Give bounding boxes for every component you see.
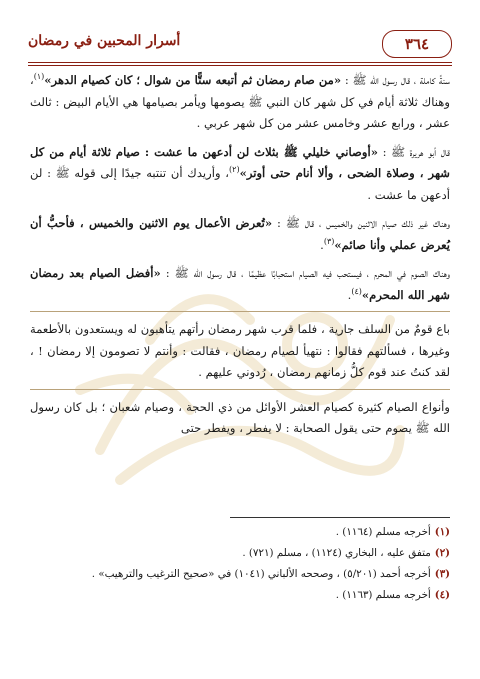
body-text-run: وهناك الصوم في المحرم ، فيستحب فيه الصيام استحبابًا عظيمًا ، قال رسول الله ﷺ : [160, 266, 450, 280]
book-title: أسرار المحبين في رمضان [28, 33, 181, 49]
body-text-run: وأنواع الصيام كثيرة كصيام العشر الأوائل من ذي الحجة ، وصيام شعبان ؛ بل كان رسول الله ﷺ يصوم حتى يقول الصحابة : لا يفطر ، ويفطر حتى [30, 399, 450, 435]
body-paragraph [30, 142, 450, 207]
body-text-run: قال أبو هريرة ﷺ : [377, 144, 450, 159]
footnote-number: (٣) [434, 568, 450, 580]
footnote-reference: (١) [33, 72, 45, 82]
body-paragraph [30, 213, 450, 256]
footnote [30, 586, 450, 605]
footnote-rule [230, 517, 450, 518]
footnote [30, 544, 450, 563]
page-header [28, 30, 452, 60]
body-paragraph [30, 263, 450, 312]
body-paragraph [30, 397, 450, 440]
footnote-number: (١) [434, 526, 450, 538]
body-text-run: باع قومٌ من السلف جارية ، فلما قرب شهر رمضان رأتهم يتأهبون له ويستعدون بالأطعمة وغيرها ، فسألتهم فقالوا : نتهيأ لصيام رمضان ، فقالت : وأنتم لا تصومون إلا رمضان ! ، لقد كنتُ عند قوم كلُّ زمانهم رمضان ، رُدوني عليهم . [30, 322, 450, 379]
hadith-quote: «أفضل الصيام بعد رمضان شهر الله المحرم» [30, 266, 450, 302]
body-text-run: ، وهناك ثلاثة أيام في كل شهر كان النبي ﷺ يصومها ويأمر بصيامها هي الأيام البيض : ثالث عشر ، ورابع عشر وخامس عشر من كل شهر عربي . [30, 73, 450, 130]
hadith-quote: «من صام رمضان ثم أتبعه ستًّا من شوال ؛ كان كصيام الدهر» [44, 73, 342, 87]
body-text [30, 70, 450, 447]
hadith-quote: «تُعرض الأعمال يوم الاثنين والخميس ، فأحبُّ أن يُعرض عملي وأنا صائم» [30, 216, 450, 252]
footnote-text: متفق عليه ، البخاري (١١٢٤) ، مسلم (٧٢١) . [242, 547, 431, 559]
footnotes [30, 523, 450, 607]
footnote-number: (٤) [434, 589, 450, 601]
page-number: ٣٦٤ [382, 30, 452, 58]
body-text-run: وهناك غير ذلك صيام الاثنين والخميس ، قال ﷺ : [272, 216, 450, 230]
footnote-reference: (٣) [323, 236, 335, 246]
body-text-run: ، وأريدك أن تنتبه جيدًا إلى قوله ﷺ : لن أدعهن ما عشت . [30, 166, 450, 202]
header-rule [28, 62, 452, 63]
footnote-text: أخرجه مسلم (١١٦٤) . [335, 526, 431, 538]
body-paragraph [30, 70, 450, 135]
footnote-reference: (٢) [229, 165, 240, 175]
hadith-quote: «أوصاني خليلي ﷺ بثلاث لن أدعهن ما عشت : صيام ثلاثة أيام من كل شهر ، وصلاة الضحى ، وألا أنام حتى أوتر» [30, 144, 450, 180]
header-rule-thin [28, 65, 452, 66]
body-text-run: . [320, 237, 324, 252]
body-text-run: . [347, 287, 352, 302]
body-text-run: سنةً كاملة ، قال رسول الله ﷺ : [341, 73, 450, 87]
footnote [30, 565, 450, 584]
footnote-reference: (٤) [351, 286, 362, 296]
footnote-number: (٢) [434, 547, 450, 559]
footnote [30, 523, 450, 542]
footnote-text: أخرجه مسلم (١١٦٣) . [335, 589, 431, 601]
body-paragraph [30, 319, 450, 390]
footnote-text: أخرجه أحمد (٥/٢٠١) ، وصححه الألباني (١٠٤١) في «صحيح الترغيب والترهيب» . [91, 568, 431, 580]
